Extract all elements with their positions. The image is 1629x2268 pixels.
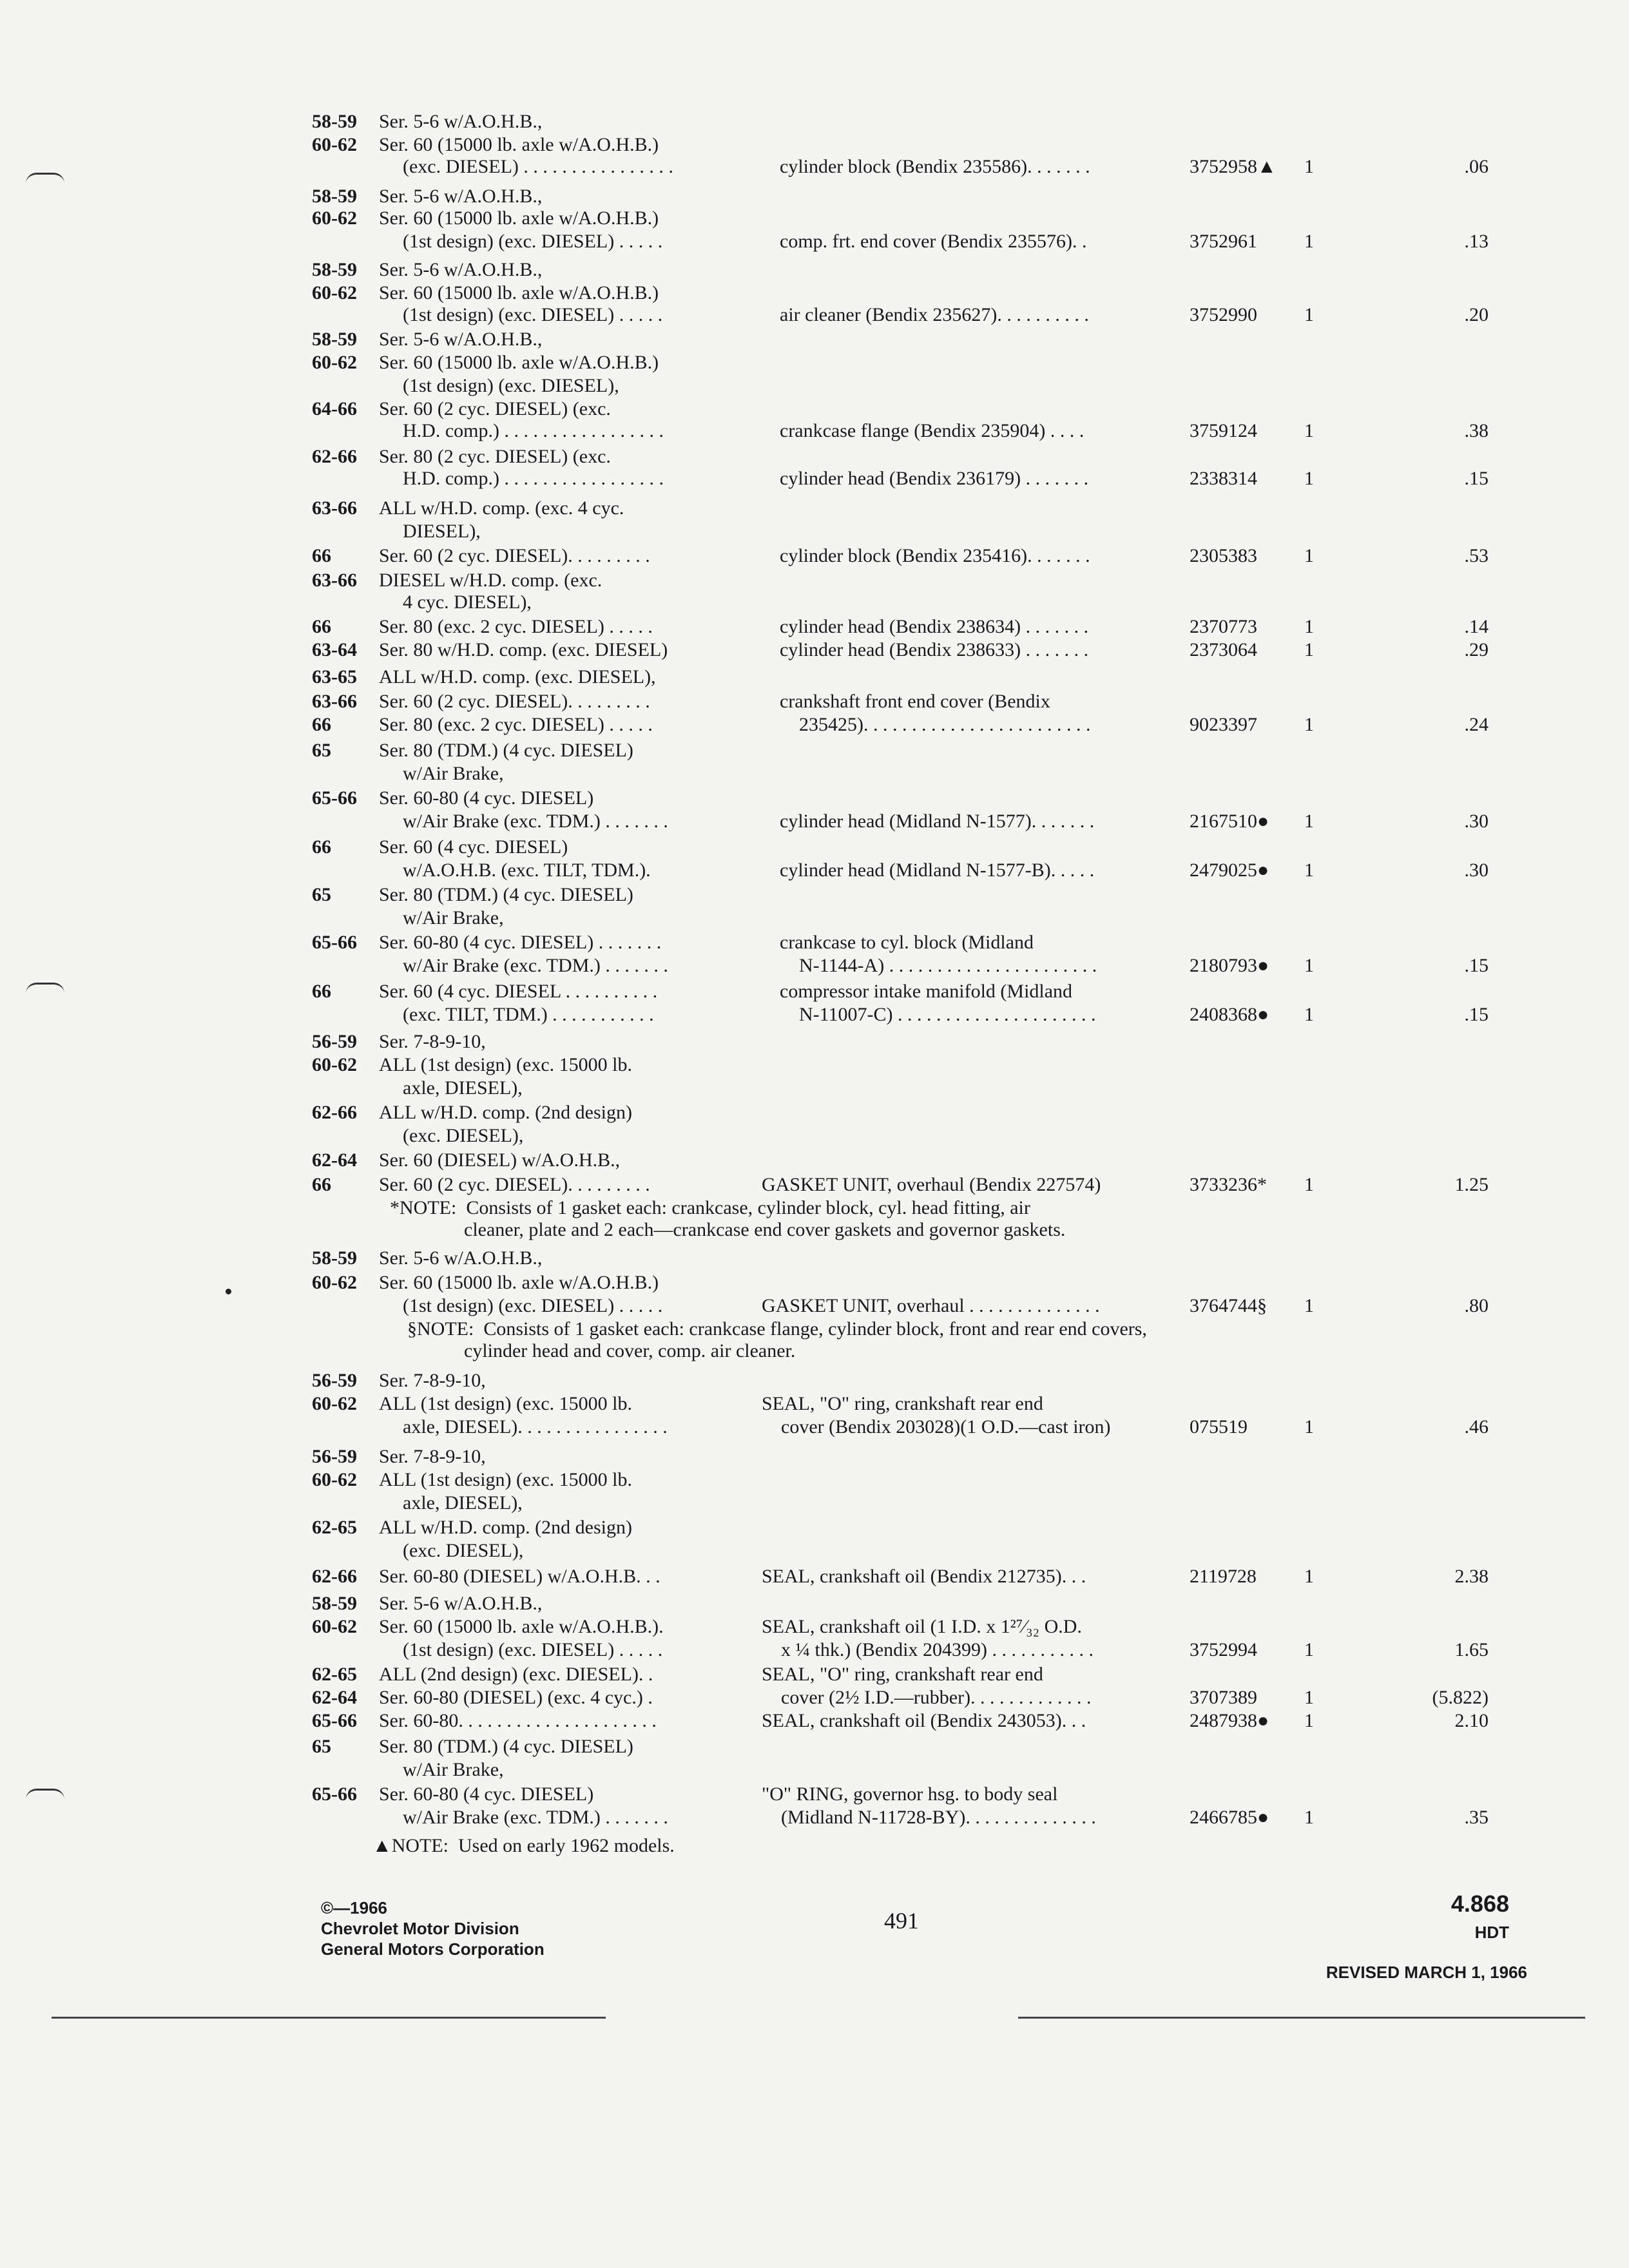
- quantity: 1: [1304, 1687, 1314, 1708]
- application: axle, DIESEL),: [403, 1492, 523, 1514]
- quantity: 1: [1304, 1416, 1314, 1437]
- quantity: 1: [1304, 1174, 1314, 1195]
- model-year: 62-65: [312, 1517, 357, 1538]
- model-year: 60-62: [312, 282, 357, 303]
- price: .15: [1464, 955, 1489, 976]
- part-description: compressor intake manifold (Midland: [780, 981, 1073, 1002]
- part-number: 3764744§: [1190, 1295, 1267, 1316]
- model-year: 66: [312, 714, 331, 735]
- model-year: 66: [312, 616, 331, 637]
- application: Ser. 60-80 (4 cyc. DIESEL) . . . . . . .: [379, 932, 662, 953]
- model-year: 62-64: [312, 1687, 357, 1708]
- part-description: "O" RING, governor hsg. to body seal: [762, 1783, 1058, 1805]
- application: Ser. 7-8-9-10,: [379, 1370, 486, 1391]
- part-description: crankcase flange (Bendix 235904) . . . .: [780, 420, 1084, 441]
- revised-date: REVISED MARCH 1, 1966: [1325, 1963, 1527, 1982]
- part-description: GASKET UNIT, overhaul (Bendix 227574): [762, 1174, 1101, 1195]
- model-year: 65: [312, 884, 331, 905]
- model-year: 60-62: [312, 352, 357, 373]
- application: (exc. DIESEL),: [403, 1540, 524, 1561]
- part-description: cylinder head (Bendix 236179) . . . . . . .: [780, 468, 1089, 489]
- footnote: cylinder head and cover, comp. air cleaner.: [464, 1340, 796, 1361]
- quantity: 1: [1304, 955, 1314, 976]
- part-description: N-11007-C) . . . . . . . . . . . . . . . . . . . . .: [780, 1004, 1096, 1025]
- application: w/Air Brake (exc. TDM.) . . . . . . .: [403, 811, 668, 832]
- bottom-rule: [52, 2017, 606, 2019]
- part-description: cylinder block (Bendix 235416). . . . . . .: [780, 545, 1090, 566]
- part-number: 075519: [1190, 1416, 1248, 1437]
- application: w/Air Brake (exc. TDM.) . . . . . . .: [403, 1807, 668, 1828]
- application: Ser. 60 (2 cyc. DIESEL). . . . . . . . .: [379, 1174, 650, 1195]
- part-number: 3707389: [1190, 1687, 1257, 1708]
- part-description: SEAL, crankshaft oil (1 I.D. x 1²⁷⁄₃₂ O.D.: [762, 1616, 1082, 1637]
- model-year: 56-59: [312, 1446, 357, 1467]
- quantity: 1: [1304, 1639, 1314, 1660]
- model-year: 58-59: [312, 186, 357, 207]
- application: axle, DIESEL),: [403, 1077, 523, 1099]
- footnote: §NOTE: Consists of 1 gasket each: crankcase flange, cylinder block, front and rear end covers,: [407, 1318, 1147, 1340]
- model-year: 62-64: [312, 1149, 357, 1171]
- page-number: 491: [884, 1908, 919, 1934]
- application: w/Air Brake,: [403, 1759, 504, 1780]
- application: w/A.O.H.B. (exc. TILT, TDM.).: [403, 860, 651, 881]
- part-description: x ¼ thk.) (Bendix 204399) . . . . . . . . . . .: [762, 1639, 1094, 1660]
- application: 4 cyc. DIESEL),: [403, 591, 532, 613]
- application: (exc. DIESEL) . . . . . . . . . . . . . . . .: [403, 156, 673, 177]
- price: .13: [1464, 231, 1489, 252]
- application: w/Air Brake,: [403, 763, 504, 784]
- application: ALL w/H.D. comp. (exc. DIESEL),: [379, 666, 656, 687]
- application: Ser. 60 (15000 lb. axle w/A.O.H.B.): [379, 1272, 659, 1293]
- model-year: 64-66: [312, 398, 357, 419]
- model-year: 60-62: [312, 1616, 357, 1637]
- model-year: 65: [312, 740, 331, 761]
- price: .53: [1464, 545, 1489, 566]
- price: .15: [1464, 468, 1489, 489]
- application: ALL (1st design) (exc. 15000 lb.: [379, 1054, 632, 1075]
- application: ALL (1st design) (exc. 15000 lb.: [379, 1393, 632, 1414]
- price: .14: [1464, 616, 1489, 637]
- application: DIESEL),: [403, 521, 481, 542]
- price: 2.38: [1454, 1566, 1489, 1587]
- quantity: 1: [1304, 468, 1314, 489]
- quantity: 1: [1304, 545, 1314, 566]
- application: Ser. 5-6 w/A.O.H.B.,: [379, 259, 543, 280]
- application: (1st design) (exc. DIESEL) . . . . .: [403, 1295, 663, 1316]
- part-number: 2119728: [1190, 1566, 1257, 1587]
- footnote: ▲NOTE: Used on early 1962 models.: [372, 1835, 675, 1856]
- corporation: General Motors Corporation: [321, 1939, 545, 1959]
- part-number: 9023397: [1190, 714, 1257, 735]
- footnote: *NOTE: Consists of 1 gasket each: crankcase, cylinder block, cyl. head fitting, air: [390, 1197, 1030, 1218]
- application: Ser. 60-80. . . . . . . . . . . . . . . . . . . . .: [379, 1710, 657, 1731]
- quantity: 1: [1304, 231, 1314, 252]
- binder-hole-mark: [26, 983, 64, 994]
- price: 1.65: [1454, 1639, 1489, 1660]
- part-description: cylinder head (Bendix 238633) . . . . . . .: [780, 639, 1089, 660]
- application: ALL (1st design) (exc. 15000 lb.: [379, 1469, 632, 1490]
- part-description: 235425). . . . . . . . . . . . . . . . . . . . . . . .: [780, 714, 1091, 735]
- bottom-rule: [1018, 2017, 1585, 2019]
- part-number: 3759124: [1190, 420, 1257, 441]
- part-number: 3752958▲: [1190, 156, 1277, 177]
- application: Ser. 60 (2 cyc. DIESEL). . . . . . . . .: [379, 691, 650, 712]
- section-number: 4.868: [1451, 1890, 1509, 1917]
- application: Ser. 60-80 (4 cyc. DIESEL): [379, 1783, 594, 1805]
- part-number: 2167510●: [1190, 811, 1269, 832]
- application: DIESEL w/H.D. comp. (exc.: [379, 570, 602, 591]
- application: Ser. 60 (4 cyc. DIESEL . . . . . . . . . .: [379, 981, 658, 1002]
- application: Ser. 80 (2 cyc. DIESEL) (exc.: [379, 446, 611, 467]
- application: (1st design) (exc. DIESEL) . . . . .: [403, 231, 663, 252]
- part-description: cover (Bendix 203028)(1 O.D.—cast iron): [762, 1416, 1111, 1437]
- part-description: crankshaft front end cover (Bendix: [780, 691, 1050, 712]
- price: .80: [1464, 1295, 1489, 1316]
- price: .06: [1464, 156, 1489, 177]
- application: Ser. 60 (2 cyc. DIESEL) (exc.: [379, 398, 611, 419]
- price: (5.822): [1432, 1687, 1489, 1708]
- application: Ser. 80 (TDM.) (4 cyc. DIESEL): [379, 884, 633, 905]
- application: Ser. 60 (DIESEL) w/A.O.H.B.,: [379, 1149, 621, 1171]
- part-description: cylinder block (Bendix 235586). . . . . . .: [780, 156, 1090, 177]
- model-year: 62-66: [312, 446, 357, 467]
- part-description: comp. frt. end cover (Bendix 235576). .: [780, 231, 1087, 252]
- quantity: 1: [1304, 860, 1314, 881]
- application: Ser. 5-6 w/A.O.H.B.,: [379, 329, 543, 350]
- quantity: 1: [1304, 1807, 1314, 1828]
- model-year: 65-66: [312, 932, 357, 953]
- model-year: 60-62: [312, 1272, 357, 1293]
- application: Ser. 60-80 (DIESEL) w/A.O.H.B. . .: [379, 1566, 660, 1587]
- model-year: 65-66: [312, 1710, 357, 1731]
- model-year: 62-65: [312, 1664, 357, 1685]
- model-year: 58-59: [312, 1247, 357, 1269]
- model-year: 66: [312, 1174, 331, 1195]
- application: Ser. 80 (exc. 2 cyc. DIESEL) . . . . .: [379, 714, 653, 735]
- copyright: ©—1966: [321, 1898, 387, 1917]
- price: 1.25: [1454, 1174, 1489, 1195]
- price: 2.10: [1454, 1710, 1489, 1731]
- model-year: 58-59: [312, 329, 357, 350]
- model-year: 58-59: [312, 1593, 357, 1614]
- part-description: (Midland N-11728-BY). . . . . . . . . . . . . .: [762, 1807, 1096, 1828]
- application: Ser. 60-80 (4 cyc. DIESEL): [379, 787, 594, 809]
- price: .29: [1464, 639, 1489, 660]
- part-number: 2180793●: [1190, 955, 1269, 976]
- application: Ser. 5-6 w/A.O.H.B.,: [379, 111, 543, 132]
- part-description: cylinder head (Midland N-1577-B). . . . .: [780, 860, 1095, 881]
- application: ALL w/H.D. comp. (2nd design): [379, 1102, 632, 1123]
- price: .46: [1464, 1416, 1489, 1437]
- price: .24: [1464, 714, 1489, 735]
- part-number: 2370773: [1190, 616, 1257, 637]
- binder-hole-mark: [26, 1789, 64, 1800]
- part-number: 3752994: [1190, 1639, 1257, 1660]
- price: .35: [1464, 1807, 1489, 1828]
- application: Ser. 80 (TDM.) (4 cyc. DIESEL): [379, 1736, 633, 1757]
- application: (exc. TILT, TDM.) . . . . . . . . . . .: [403, 1004, 654, 1025]
- application: Ser. 60 (15000 lb. axle w/A.O.H.B.): [379, 352, 659, 373]
- part-description: SEAL, "O" ring, crankshaft rear end: [762, 1664, 1043, 1685]
- model-year: 65-66: [312, 1783, 357, 1805]
- application: axle, DIESEL). . . . . . . . . . . . . . . .: [403, 1416, 668, 1437]
- model-year: 56-59: [312, 1370, 357, 1391]
- price: .20: [1464, 304, 1489, 325]
- model-year: 56-59: [312, 1031, 357, 1052]
- part-description: SEAL, crankshaft oil (Bendix 212735). . .: [762, 1566, 1086, 1587]
- part-number: 2408368●: [1190, 1004, 1269, 1025]
- application: H.D. comp.) . . . . . . . . . . . . . . . . .: [403, 420, 664, 441]
- footnote: cleaner, plate and 2 each—crankcase end cover gaskets and governor gaskets.: [464, 1219, 1066, 1240]
- application: w/Air Brake,: [403, 907, 504, 928]
- application: Ser. 7-8-9-10,: [379, 1446, 486, 1467]
- application: Ser. 5-6 w/A.O.H.B.,: [379, 1247, 543, 1269]
- application: w/Air Brake (exc. TDM.) . . . . . . .: [403, 955, 668, 976]
- quantity: 1: [1304, 616, 1314, 637]
- part-number: 3752961: [1190, 231, 1257, 252]
- part-number: 3733236*: [1190, 1174, 1267, 1195]
- part-description: air cleaner (Bendix 235627). . . . . . . . . .: [780, 304, 1089, 325]
- price: .38: [1464, 420, 1489, 441]
- application: Ser. 60 (15000 lb. axle w/A.O.H.B.): [379, 134, 659, 155]
- model-year: 60-62: [312, 1393, 357, 1414]
- part-description: cylinder head (Midland N-1577). . . . . . .: [780, 811, 1095, 832]
- model-year: 66: [312, 981, 331, 1002]
- application: Ser. 80 w/H.D. comp. (exc. DIESEL): [379, 639, 668, 660]
- application: (1st design) (exc. DIESEL),: [403, 375, 619, 396]
- application: Ser. 60 (2 cyc. DIESEL). . . . . . . . .: [379, 545, 650, 566]
- part-description: cover (2½ I.D.—rubber). . . . . . . . . . . . .: [762, 1687, 1092, 1708]
- model-year: 62-66: [312, 1102, 357, 1123]
- application: Ser. 60 (15000 lb. axle w/A.O.H.B.): [379, 207, 659, 229]
- application: ALL w/H.D. comp. (exc. 4 cyc.: [379, 497, 624, 519]
- section-code: HDT: [1474, 1923, 1509, 1942]
- part-number: 2373064: [1190, 639, 1257, 660]
- model-year: 60-62: [312, 207, 357, 229]
- division: Chevrolet Motor Division: [321, 1919, 519, 1938]
- application: Ser. 5-6 w/A.O.H.B.,: [379, 186, 543, 207]
- application: ALL (2nd design) (exc. DIESEL). .: [379, 1664, 653, 1685]
- model-year: 60-62: [312, 1054, 357, 1075]
- part-number: 2479025●: [1190, 860, 1269, 881]
- price: .30: [1464, 860, 1489, 881]
- quantity: 1: [1304, 1295, 1314, 1316]
- application: ALL w/H.D. comp. (2nd design): [379, 1517, 632, 1538]
- price: .15: [1464, 1004, 1489, 1025]
- part-description: crankcase to cyl. block (Midland: [780, 932, 1034, 953]
- binder-hole-mark: [26, 173, 64, 184]
- model-year: 63-66: [312, 570, 357, 591]
- application: Ser. 60-80 (DIESEL) (exc. 4 cyc.) .: [379, 1687, 653, 1708]
- price: .30: [1464, 811, 1489, 832]
- application: Ser. 7-8-9-10,: [379, 1031, 486, 1052]
- model-year: 63-64: [312, 639, 357, 660]
- model-year: 63-66: [312, 497, 357, 519]
- part-description: GASKET UNIT, overhaul . . . . . . . . . . . . . .: [762, 1295, 1100, 1316]
- model-year: 66: [312, 836, 331, 858]
- application: Ser. 80 (exc. 2 cyc. DIESEL) . . . . .: [379, 616, 653, 637]
- part-number: 2305383: [1190, 545, 1257, 566]
- application: Ser. 5-6 w/A.O.H.B.,: [379, 1593, 543, 1614]
- application: Ser. 60 (15000 lb. axle w/A.O.H.B.).: [379, 1616, 664, 1637]
- part-description: SEAL, "O" ring, crankshaft rear end: [762, 1393, 1043, 1414]
- model-year: 58-59: [312, 111, 357, 132]
- model-year: 65-66: [312, 787, 357, 809]
- model-year: 60-62: [312, 1469, 357, 1490]
- model-year: 58-59: [312, 259, 357, 280]
- speck: [226, 1289, 231, 1294]
- model-year: 65: [312, 1736, 331, 1757]
- part-description: cylinder head (Bendix 238634) . . . . . . .: [780, 616, 1089, 637]
- quantity: 1: [1304, 156, 1314, 177]
- quantity: 1: [1304, 1710, 1314, 1731]
- quantity: 1: [1304, 1004, 1314, 1025]
- part-description: N-1144-A) . . . . . . . . . . . . . . . . . . . . . .: [780, 955, 1097, 976]
- quantity: 1: [1304, 714, 1314, 735]
- part-description: SEAL, crankshaft oil (Bendix 243053). . .: [762, 1710, 1086, 1731]
- quantity: 1: [1304, 811, 1314, 832]
- part-number: 3752990: [1190, 304, 1257, 325]
- application: (1st design) (exc. DIESEL) . . . . .: [403, 1639, 663, 1660]
- quantity: 1: [1304, 639, 1314, 660]
- model-year: 63-66: [312, 691, 357, 712]
- application: H.D. comp.) . . . . . . . . . . . . . . . . .: [403, 468, 664, 489]
- model-year: 62-66: [312, 1566, 357, 1587]
- model-year: 63-65: [312, 666, 357, 687]
- part-number: 2338314: [1190, 468, 1257, 489]
- model-year: 60-62: [312, 134, 357, 155]
- quantity: 1: [1304, 420, 1314, 441]
- part-number: 2466785●: [1190, 1807, 1269, 1828]
- application: (exc. DIESEL),: [403, 1125, 524, 1146]
- application: Ser. 80 (TDM.) (4 cyc. DIESEL): [379, 740, 633, 761]
- quantity: 1: [1304, 304, 1314, 325]
- application: Ser. 60 (15000 lb. axle w/A.O.H.B.): [379, 282, 659, 303]
- quantity: 1: [1304, 1566, 1314, 1587]
- application: Ser. 60 (4 cyc. DIESEL): [379, 836, 568, 858]
- application: (1st design) (exc. DIESEL) . . . . .: [403, 304, 663, 325]
- part-number: 2487938●: [1190, 1710, 1269, 1731]
- model-year: 66: [312, 545, 331, 566]
